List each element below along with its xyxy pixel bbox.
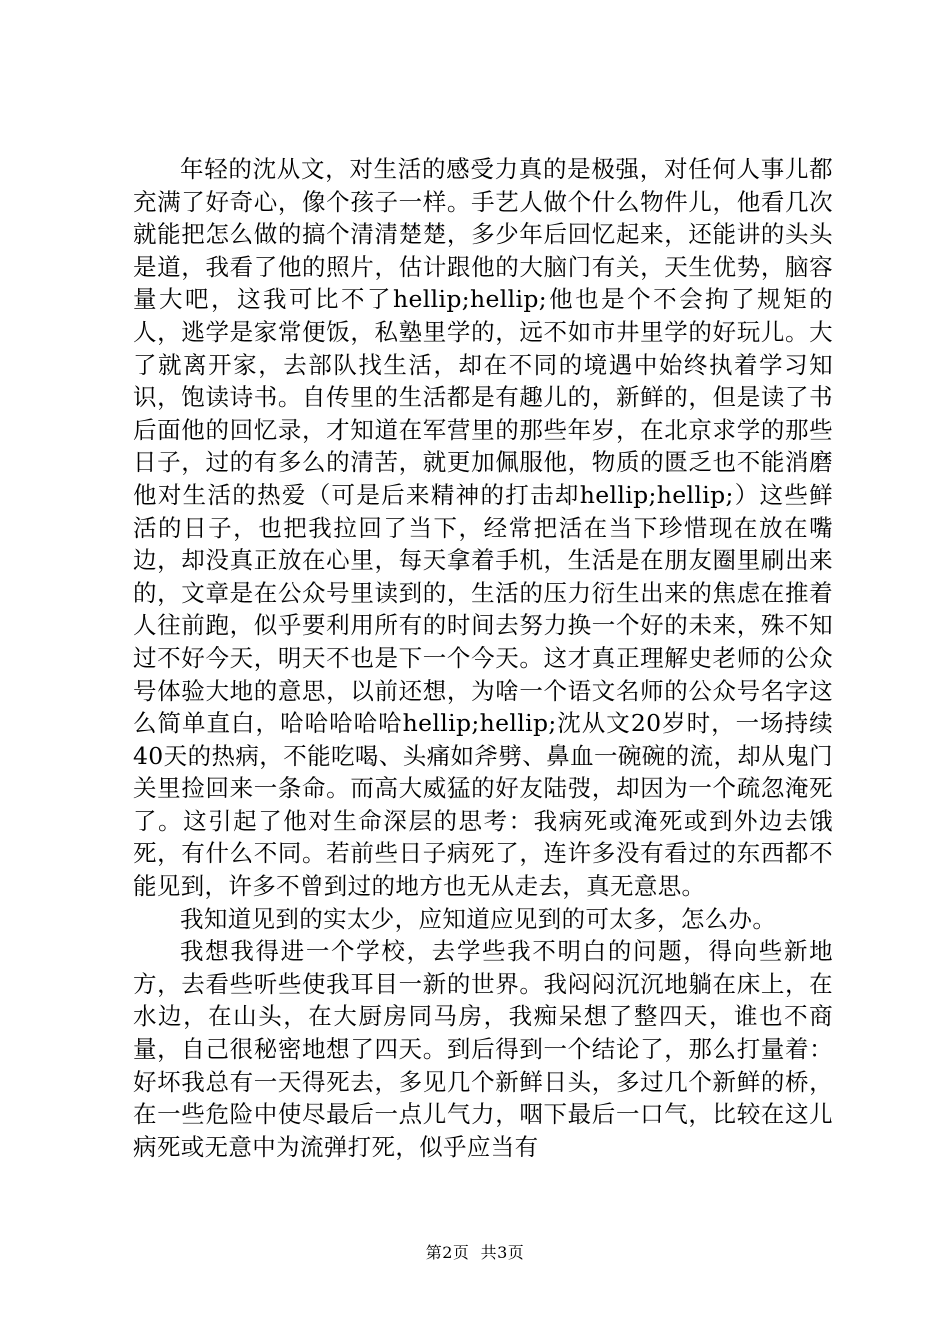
paragraph-2: 我知道见到的实太少，应知道应见到的可太多，怎么办。: [180, 904, 777, 933]
page-number: 第2页 共3页: [425, 1243, 525, 1262]
paragraph-3: 我想我得进一个学校，去学些我不明白的问题，得向些新地方，去看些听些使我耳目一新的世界。我闷闷沉沉地躺在床上，在水边，在山头，在大厨房同马房，我痴呆想了整四天，谁也不商量，自己很秘密地想了四天。到后得到一个结论了，那么打量着：好坏我总有一天得死去，多见几个新鲜日头，多过几个新鲜的桥，在一些危险中使尽最后一点儿气力，咽下最后一口气，比较在这儿病死或无意中为流弹打死，似乎应当有: [133, 937, 833, 1161]
page-footer: [0, 1243, 950, 1263]
body-text: [133, 153, 833, 1163]
paragraph-1: 年轻的沈从文，对生活的感受力真的是极强，对任何人事儿都充满了好奇心，像个孩子一样。手艺人做个什么物件儿，他看几次就能把怎么做的搞个清清楚楚，多少年后回忆起来，还能讲的头头是道，我看了他的照片，估计跟他的大脑门有关，天生优势，脑容量大吧，这我可比不了hellip;hellip;他也是个不会拘了规矩的人，逃学是家常便饭，私塾里学的，远不如市井里学的好玩儿。大了就离开家，去部队找生活，却在不同的境遇中始终执着学习知识，饱读诗书。自传里的生活都是有趣儿的，新鲜的，但是读了书后面他的回忆录，才知道在军营里的那些年岁，在北京求学的那些日子，过的有多么的清苦，就更加佩服他，物质的匮乏也不能消磨他对生活的热爱（可是后来精神的打击却hellip;hellip;）这些鲜活的日子，也把我拉回了当下，经常把活在当下珍惜现在放在嘴边，却没真正放在心里，每天拿着手机，生活是在朋友圈里刷出来的，文章是在公众号里读到的，生活的压力衍生出来的焦虑在推着人往前跑，似乎要利用所有的时间去努力换一个好的未来，殊不知过不好今天，明天不也是下一个今天。这才真正理解史老师的公众号体验大地的意思，以前还想，为啥一个语文名师的公众号名字这么简单直白，哈哈哈哈哈hellip;hellip;沈从文20岁时，一场持续40天的热病，不能吃喝、头痛如斧劈、鼻血一碗碗的流，却从鬼门关里捡回来一条命。而高大威猛的好友陆弢，却因为一个疏忽淹死了。这引起了他对生命深层的思考：我病死或淹死或到外边去饿死，有什么不同。若前些日子病死了，连许多没有看过的东西都不能见到，许多不曾到过的地方也无从走去，真无意思。: [133, 155, 833, 901]
